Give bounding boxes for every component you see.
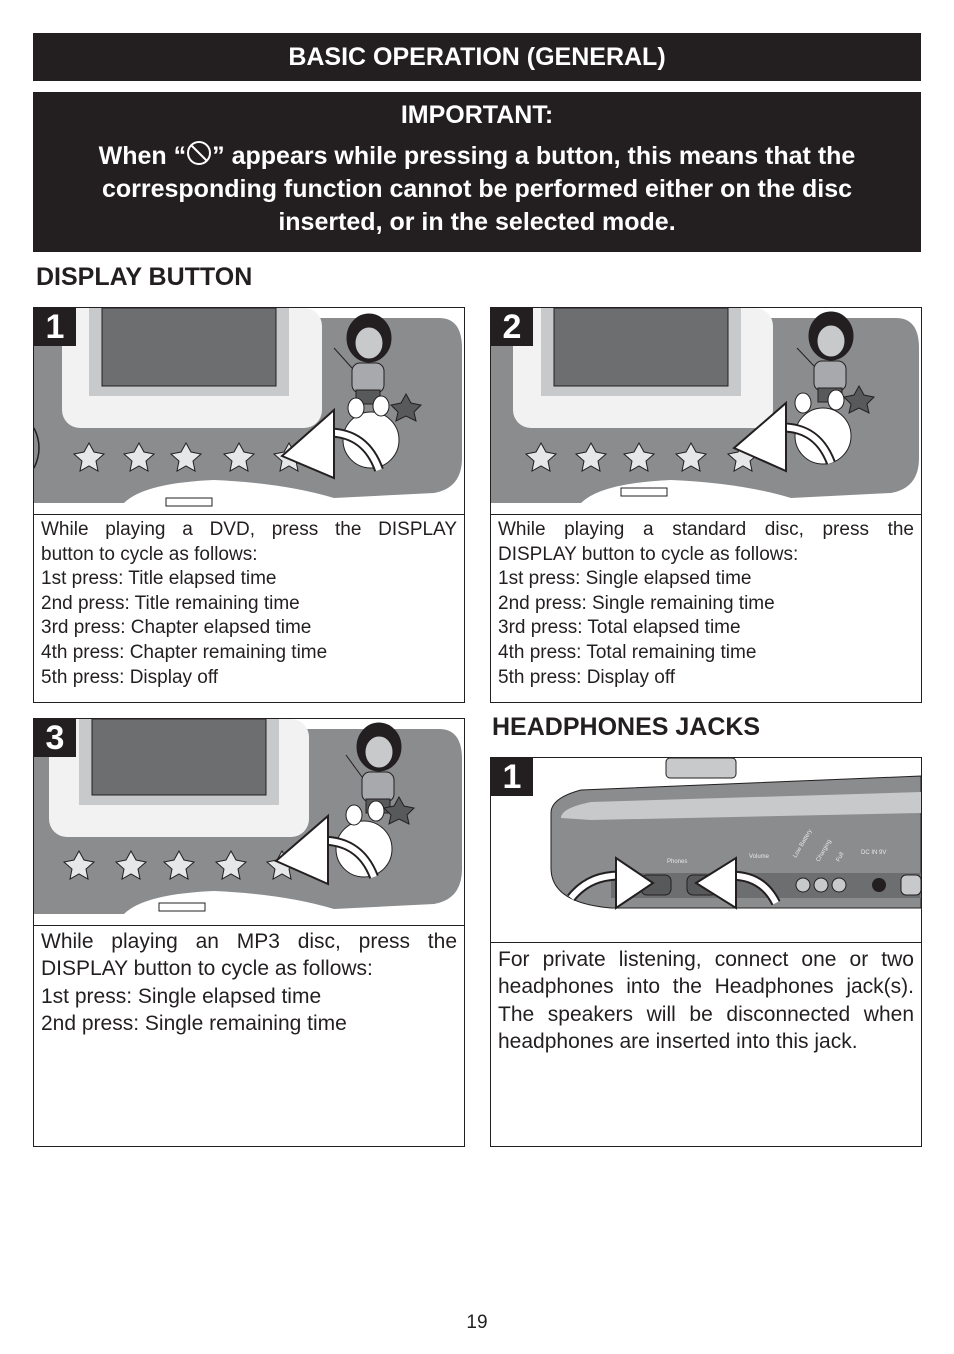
step-number-badge: 2: [491, 308, 533, 346]
important-heading: IMPORTANT:: [400, 101, 554, 129]
display-step-1-panel: [33, 307, 465, 703]
important-text: When “ ” appears while pressing a button, this means that the corresponding function cannot be performed either on the disc inserted, or in the selected mode.: [98, 142, 856, 236]
player-illustration: [491, 308, 921, 514]
step-number-badge: 3: [34, 719, 76, 757]
important-notice: [33, 92, 921, 252]
step-2-instructions: While playing a standard disc, press the DISPLAY button to cycle as follows: 1st press: Single elapsed time 2nd press: Single remaining time 3rd press: Total elapsed time 4th press: Total remaining time 5th press: Display off: [498, 519, 914, 688]
phones-label: Phones: [667, 859, 688, 865]
player-illustration: [34, 719, 464, 925]
display-button-heading: DISPLAY BUTTON: [36, 263, 253, 291]
headphones-step-1-panel: [490, 757, 922, 1147]
display-step-3-panel: [33, 718, 465, 1147]
page-title: BASIC OPERATION (GENERAL): [288, 43, 666, 71]
volume-label: Volume: [749, 854, 770, 860]
step-number-badge: 1: [34, 308, 76, 346]
prohibited-icon: [186, 140, 212, 166]
charging-label: Charging: [815, 838, 833, 863]
section-title-bar: [33, 33, 921, 81]
battery-label: Low Battery: [792, 828, 814, 859]
dc-in-label: DC IN 9V: [861, 850, 887, 856]
player-illustration: [34, 308, 464, 514]
step-number-badge: 1: [491, 758, 533, 796]
panel-divider: [34, 514, 464, 515]
page-number: 19: [466, 1312, 488, 1333]
headphones-instructions: For private listening, connect one or two headphones into the Headphones jack(s). The speakers will be disconnected when headphones are inserted into this jack.: [498, 948, 914, 1054]
panel-divider: [34, 925, 464, 926]
step-1-instructions: While playing a DVD, press the DISPLAY button to cycle as follows: 1st press: Title elapsed time 2nd press: Title remaining time 3rd press: Chapter elapsed time 4th press: Chapter remaining time 5th press: Display off: [41, 519, 457, 688]
panel-divider: [491, 942, 921, 943]
display-step-2-panel: [490, 307, 922, 703]
full-label: Full: [835, 851, 846, 863]
step-3-instructions: While playing an MP3 disc, press the DISPLAY button to cycle as follows: 1st press: Single elapsed time 2nd press: Single remaining time: [41, 930, 457, 1036]
headphones-jacks-heading: HEADPHONES JACKS: [492, 713, 761, 741]
panel-divider: [491, 514, 921, 515]
headphone-jack-illustration: [491, 758, 921, 942]
